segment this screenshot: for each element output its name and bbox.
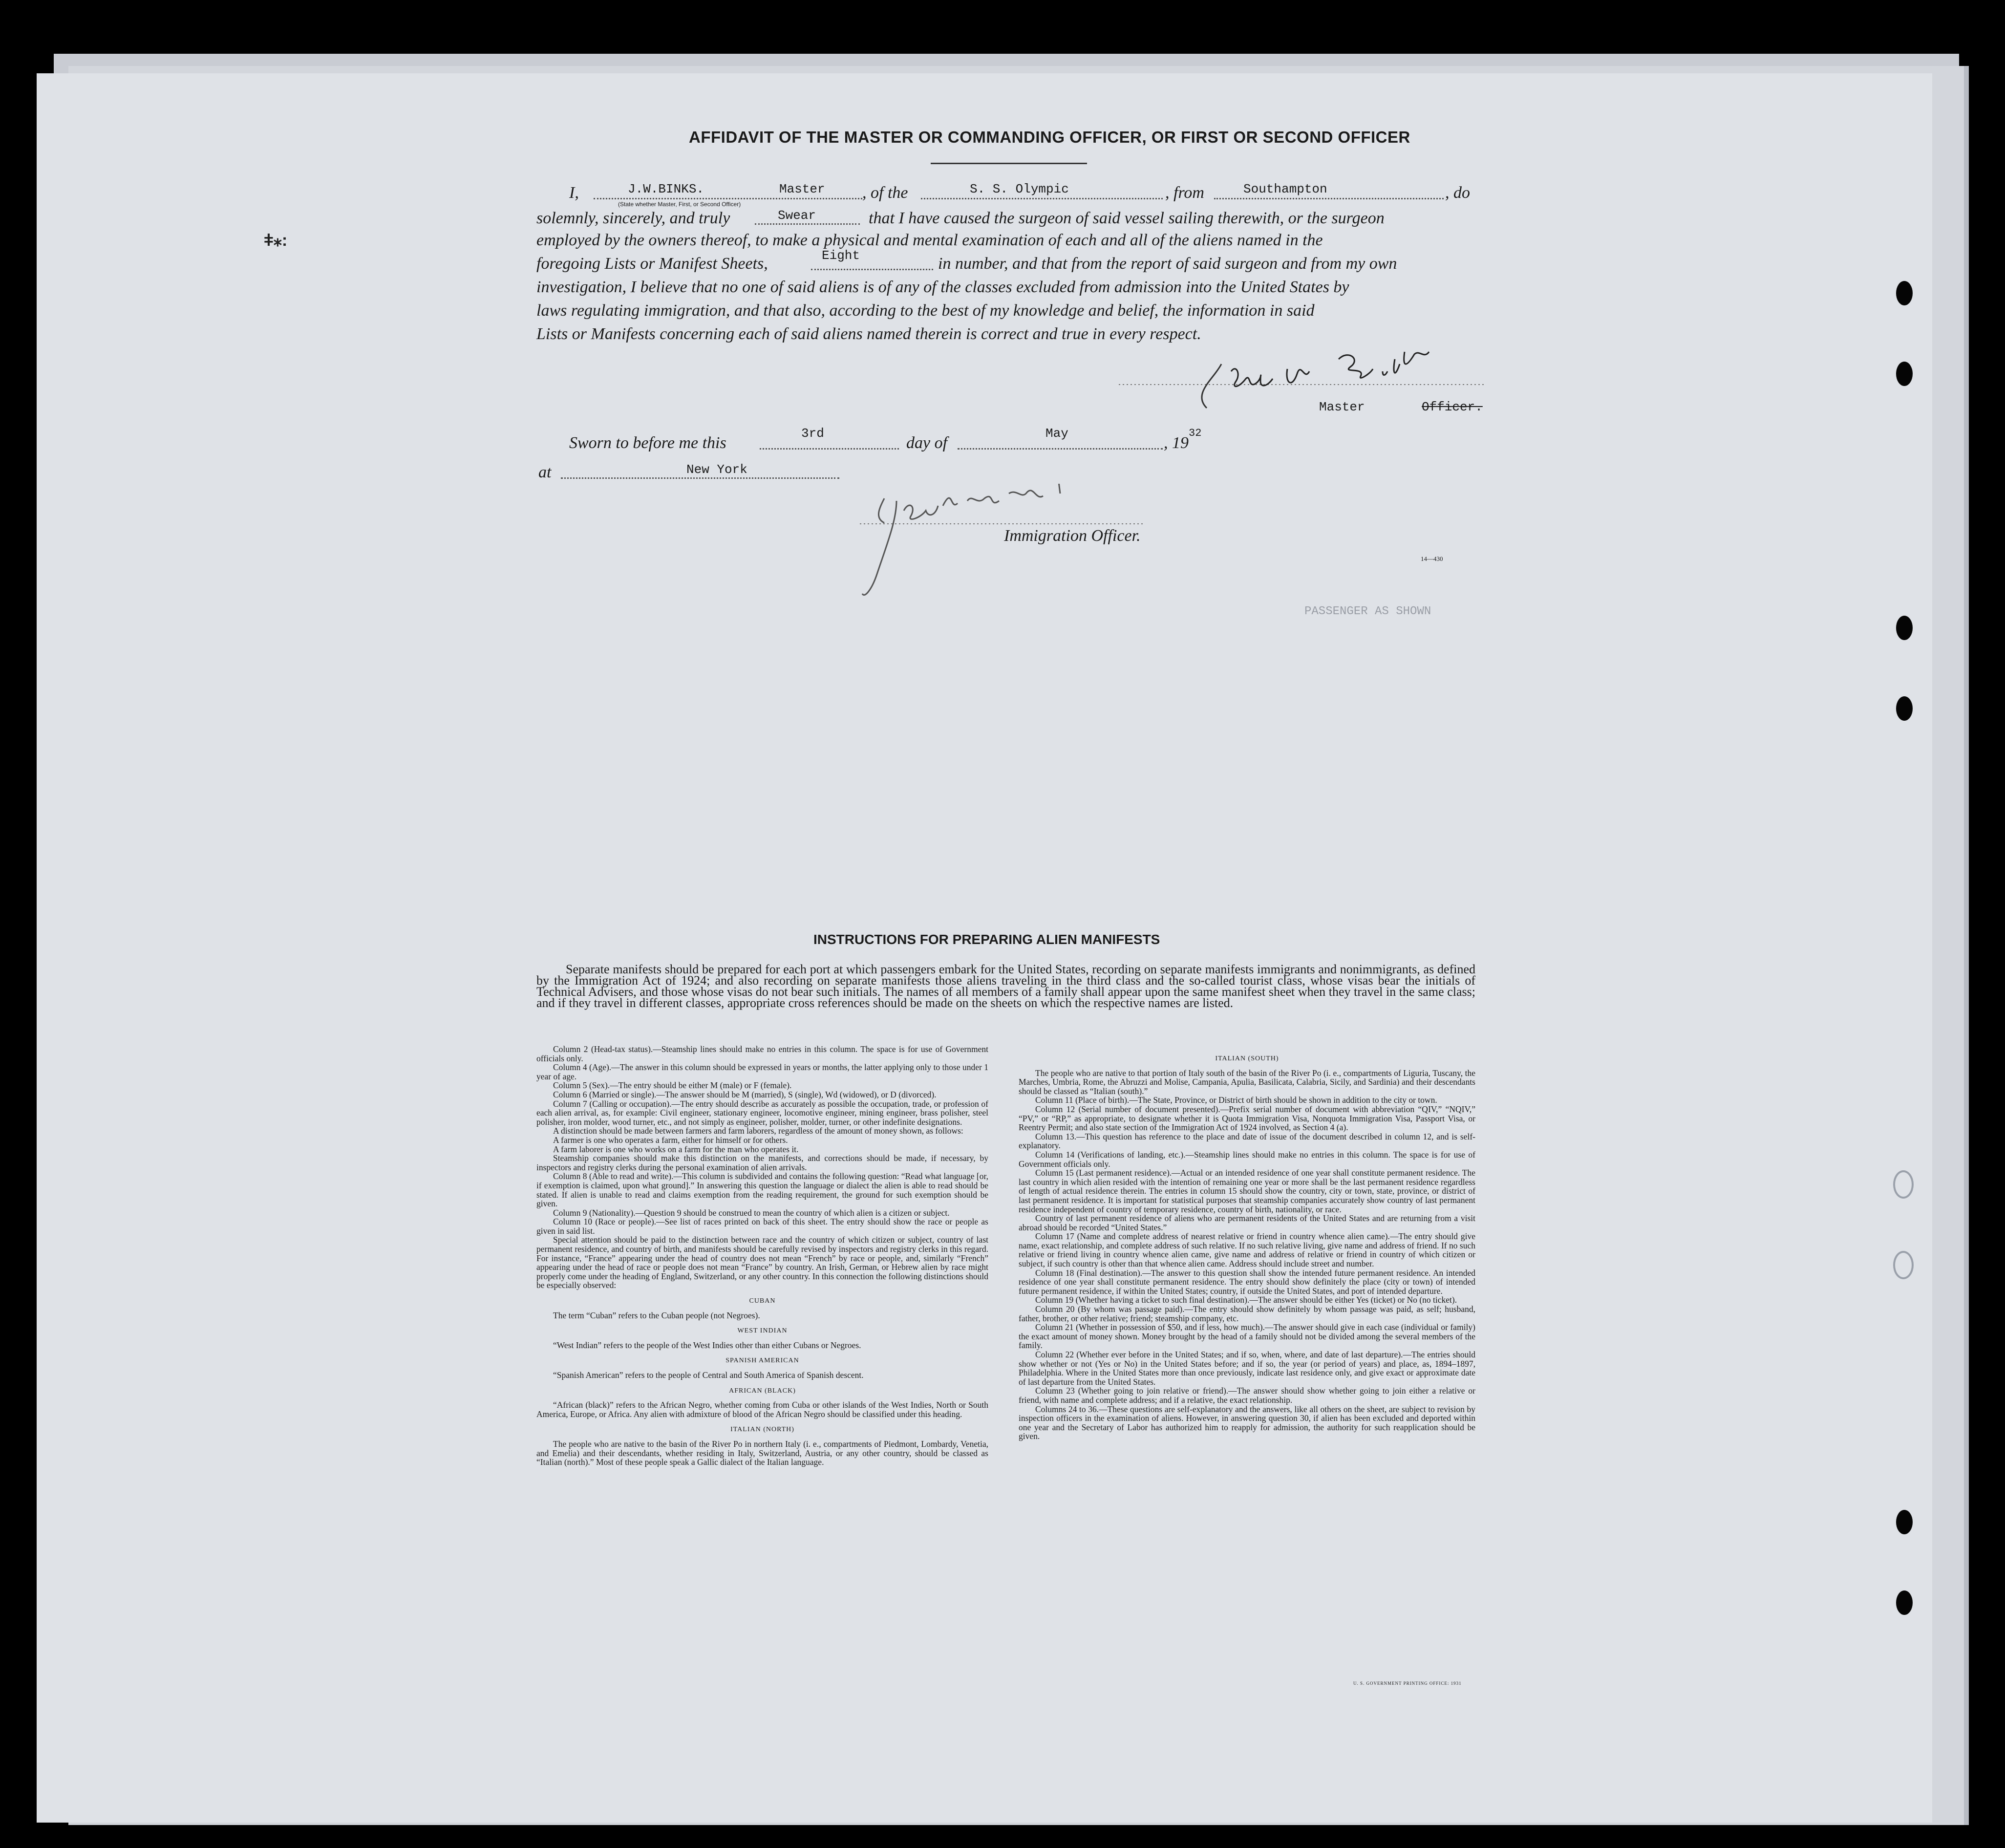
- word-from: , from: [1165, 184, 1204, 202]
- instructions-intro: Separate manifests should be prepared for each port at which passengers embark for the United States, recording on separate manifests immigrants and nonimmigrants, as defined by the Immigration Act of 1924; and also recording on separate manifests those aliens traveling in the third class and the so-called tourist class, whose visas bear the initials of Technical Advisers, and those whose visas do not bear such initials. The names of all members of a family shall appear upon the same manifest sheet when they travel in the same class; and if they travel in different classes, appropriate cross references should be made on the sheets on which the respective names are listed.: [536, 962, 1475, 1010]
- instruction-paragraph: Column 9 (Nationality).—Question 9 should be construed to mean the country of which alien is a citizen or subject.: [553, 1207, 950, 1218]
- instruction-paragraph: Column 10 (Race or people).—See list of races printed on back of this sheet. The entry should show the race or people as given in said list.: [536, 1217, 988, 1236]
- instructions-left-column: [536, 1045, 988, 1467]
- name-line: [594, 198, 862, 199]
- instruction-paragraph: Column 18 (Final destination).—The answer to this question shall show the intended future permanent residence. An intended residence of one year shall constitute permanent residence. The entry should show definitely the place (city or town) of intended future permanent residence, if within the United States; country, if outside the United States, and port of intended departure.: [1019, 1268, 1475, 1296]
- affidavit-text: Lists or Manifests concerning each of said aliens named therein is correct and true in every respect.: [536, 325, 1201, 343]
- instruction-paragraph: Column 2 (Head-tax status).—Steamship lines should make no entries in this column. The space is for use of Government officials only.: [536, 1044, 988, 1063]
- instruction-paragraph: Column 11 (Place of birth).—The State, Province, or District of birth should be shown in addition to the city or town.: [1035, 1095, 1437, 1105]
- punch-hole: [1896, 1510, 1913, 1534]
- instruction-paragraph: Column 14 (Verifications of landing, etc.).—Steamship lines should make no entries in this column. The space is for use of Government officials only.: [1019, 1149, 1475, 1169]
- affidavit-text: laws regulating immigration, and that also, according to the best of my knowledge and belief, the information in said: [536, 301, 1315, 320]
- master-name: J.W.BINKS.: [628, 182, 704, 196]
- instruction-paragraph: Column 4 (Age).—The answer in this column should be expressed in years or months, the latter applying only to those under 1 year of age.: [536, 1062, 988, 1081]
- vessel-line: [921, 198, 1163, 199]
- instruction-paragraph: Special attention should be paid to the distinction between race and the country of which citizen or subject, country of last permanent residence, and country of birth, and manifests should be carefully revised by inspectors and registry clerks in this regard. For instance, “France” appearing under the head of country does not mean “French” by race or people, and, similarly “French” appearing under the head of race or people does not mean “France” by country. An Irish, German, or Hebrew alien by race might properly come under the heading of England, Switzerland, or any other country. In this connection the following distinctions should be especially observed:: [536, 1235, 988, 1290]
- affidavit-text: employed by the owners thereof, to make a physical and mental examination of each and all of the aliens named in the: [536, 231, 1323, 249]
- faded-stamp: PASSENGER AS SHOWN: [1304, 605, 1431, 618]
- section-heading: WEST INDIAN: [737, 1327, 788, 1335]
- instructions-right-column: [1019, 1048, 1475, 1441]
- sworn-year: 32: [1189, 427, 1202, 439]
- section-heading: AFRICAN (BLACK): [729, 1387, 796, 1395]
- sworn-month: May: [1045, 426, 1068, 441]
- punch-hole: [1896, 362, 1913, 386]
- section-heading: ITALIAN (NORTH): [730, 1426, 794, 1434]
- printer-imprint: U. S. GOVERNMENT PRINTING OFFICE: 1931: [1353, 1681, 1462, 1686]
- instruction-paragraph: Column 20 (By whom was passage paid).—The entry should show definitely by whom passage was paid, as self; husband, father, brother, or other relative; friend; steamship company, etc.: [1019, 1304, 1475, 1323]
- instruction-paragraph: Country of last permanent residence of aliens who are permanent residents of the United States and are returning from a visit abroad should be recorded “United States.”: [1019, 1213, 1475, 1232]
- signer-title: Master: [1319, 400, 1365, 414]
- instruction-paragraph: Columns 24 to 36.—These questions are self-explanatory and the answers, like all others on the sheet, are subject to revision by inspection officers in the examination of aliens. However, in answering question 30, if alien has been excluded and deported within one year and the Secretary of Labor has authorized him to reapply for admission, the authority for such reapplication should be given.: [1019, 1404, 1475, 1441]
- punch-hole: [1896, 696, 1913, 721]
- sworn-text: Sworn to before me this: [569, 434, 726, 452]
- instruction-paragraph: The people who are native to that portion of Italy south of the basin of the River Po (i. e., compartments of Liguria, Tuscany, the Marches, Umbria, Rome, the Abruzzi and Molise, Campania, Apulia, Basilicata, Calabria, Sicily, and Sardinia) and their descendants should be classed as “Italian (south).”: [1019, 1068, 1475, 1096]
- punch-hole: [1896, 281, 1913, 305]
- instruction-paragraph: A farm laborer is one who works on a farm for the man who operates it.: [553, 1144, 799, 1154]
- sheet-count: Eight: [822, 248, 860, 263]
- affidavit-text: investigation, I believe that no one of said aliens is of any of the classes excluded from admission into the United States by: [536, 278, 1349, 296]
- port-line: [1214, 198, 1444, 199]
- day-line: [760, 448, 899, 450]
- word-do: , do: [1445, 184, 1470, 202]
- instruction-paragraph: A distinction should be made between farmers and farm laborers, regardless of the amount of money shown, as follows:: [553, 1126, 963, 1136]
- rank-value: Master: [779, 182, 825, 196]
- sworn-text: day of: [906, 434, 948, 452]
- at-label: at: [538, 463, 552, 481]
- instruction-paragraph: Column 6 (Married or single).—The answer should be M (married), S (single), Wd (widowed), or D (divorced).: [553, 1089, 937, 1099]
- affidavit-text: foregoing Lists or Manifest Sheets,: [536, 255, 768, 273]
- instruction-paragraph: Column 21 (Whether in possession of $50, and if less, how much).—The answer should give in each case (individual or family) the exact amount of money shown. Money brought by the head of a family should not be divided among the several members of the family.: [1019, 1322, 1475, 1351]
- instruction-paragraph: Column 19 (Whether having a ticket to such final destination).—The answer should be either Yes (ticket) or No (no ticket).: [1035, 1295, 1457, 1305]
- month-line: [958, 448, 1163, 450]
- instruction-paragraph: “Spanish American” refers to the people of Central and South America of Spanish descent.: [553, 1370, 864, 1380]
- instruction-paragraph: Column 12 (Serial number of document presented).—Prefix serial number of document with abbreviation “QIV,” “NQIV,” “PV,” or “RP,” as appropriate, to designate whether it is Quota Immigration Visa, Nonquota Immigration Visa, Passport Visa, or Reentry Permit; and also state section of the Immigration Act of 1924 involved, as Section 4 (a).: [1019, 1104, 1475, 1133]
- instruction-paragraph: The people who are native to the basin of the River Po in northern Italy (i. e., compartments of Piedmont, Lombardy, Venetia, and Emelia) and their descendants, whether residing in Italy, Switzerland, Austria, or any other country, should be classed as “Italian (north).” Most of these people speak a Gallic dialect of the Italian language.: [536, 1439, 988, 1467]
- instruction-paragraph: “African (black)” refers to the African Negro, whether coming from Cuba or other islands of the West Indies, North or South America, Europe, or Africa. Any alien with admixture of blood of the African Negro should be classified under this heading.: [536, 1400, 988, 1419]
- instruction-paragraph: Column 15 (Last permanent residence).—Actual or an intended residence of one year shall constitute permanent residence. The last country in which alien resided with the intention of remaining one year or more shall be the last permanent residence regardless of length of actual residence therein. The entries in column 15 should show the country, city or town, state, province, or district of last permanent residence. It is important for statistical purposes that steamship companies accurately show country of last permanent residence independent of country of temporary residence, country of birth, nationality, or race.: [1019, 1168, 1475, 1214]
- instruction-paragraph: The term “Cuban” refers to the Cuban people (not Negroes).: [553, 1310, 760, 1320]
- section-heading: CUBAN: [749, 1297, 776, 1305]
- sworn-place: New York: [686, 462, 747, 477]
- rank-note: (State whether Master, First, or Second Officer): [618, 201, 741, 208]
- instruction-paragraph: Column 17 (Name and complete address of nearest relative or friend in country whence alien came).—The entry should give name, exact relationship, and complete address of such relative. If no such relative living, give name and address of friend. If no such relative or friend living in country whence alien came, give name and address of relative or friend in country of which citizen or subject, if such country is other than that whence alien came. Address should include street and number.: [1019, 1231, 1475, 1269]
- departure-port: Southampton: [1243, 182, 1327, 196]
- instruction-paragraph: Column 7 (Calling or occupation).—The entry should describe as accurately as possible the occupation, trade, or profession of each alien arrival, as, for example: Civil engineer, stationary engineer, locomotive engineer, mining engineer, brass polisher, steel polisher, iron molder, wood turner, etc., and not simply as engineer, polisher, molder, turner, or other indefinite designations.: [536, 1098, 988, 1127]
- punch-hole: [1893, 1251, 1914, 1279]
- title-rule: [931, 163, 1087, 164]
- word-of-the: , of the: [862, 184, 908, 202]
- signer-title-struck: Officer.: [1422, 400, 1483, 414]
- sheets-line: [811, 269, 933, 270]
- oath-value: Swear: [778, 208, 816, 223]
- affidavit-title: AFFIDAVIT OF THE MASTER OR COMMANDING OFFICER, OR FIRST OR SECOND OFFICER: [689, 128, 1410, 146]
- sworn-day: 3rd: [801, 426, 824, 441]
- affidavit-text: in number, and that from the report of said surgeon and from my own: [938, 255, 1397, 273]
- punch-hole: [1893, 1170, 1914, 1199]
- section-heading: SPANISH AMERICAN: [725, 1357, 799, 1365]
- instruction-paragraph: “West Indian” refers to the people of the West Indies other than either Cubans or Negroes.: [553, 1340, 861, 1350]
- instruction-paragraph: Column 22 (Whether ever before in the United States; and if so, when, where, and date of last departure).—The entries should show whether or not (Yes or No) in the United States before; and if so, the year (or period of years) and place, as, 1894–1897, Philadelphia. Where in the United States more than once previously, indicate last residence only, and give exact or approximate date of last departure from the United States.: [1019, 1350, 1475, 1387]
- instruction-paragraph: Column 23 (Whether going to join relative or friend).—The answer should show whether going to join either a relative or friend, with name and complete address; and if a relative, the exact relationship.: [1019, 1386, 1475, 1405]
- instruction-paragraph: Column 5 (Sex).—The entry should be either M (male) or F (female).: [553, 1080, 792, 1091]
- punch-hole: [1896, 616, 1913, 640]
- punch-hole: [1896, 1590, 1913, 1615]
- instruction-paragraph: Steamship companies should make this distinction on the manifests, and corrections should be made, if necessary, by inspectors and registry clerks during the personal examination of alien arrivals.: [536, 1153, 988, 1172]
- affidavit-text: that I have caused the surgeon of said vessel sailing therewith, or the surgeon: [869, 209, 1385, 227]
- instruction-paragraph: A farmer is one who operates a farm, either for himself or for others.: [553, 1135, 788, 1145]
- word-i: I,: [569, 184, 579, 202]
- section-heading: ITALIAN (SOUTH): [1215, 1055, 1279, 1062]
- place-line: [561, 477, 839, 479]
- instruction-paragraph: Column 13.—This question has reference to the place and date of issue of the document described in column 12, and is self-explanatory.: [1019, 1131, 1475, 1151]
- vessel-name: S. S. Olympic: [970, 182, 1069, 196]
- immigration-officer-label: Immigration Officer.: [1004, 527, 1141, 545]
- instruction-paragraph: Column 8 (Able to read and write).—This column is subdivided and contains the following question: “Read what language [or, if exemption is claimed, upon what ground].” In answering this question the language or dialect the alien is able to read should be stated. If alien is unable to read and claims exemption from the reading requirement, the ground for such exemption should be given.: [536, 1171, 988, 1209]
- margin-mark: ǂ⁎:: [264, 231, 288, 250]
- sworn-text: , 19: [1164, 434, 1189, 452]
- form-number: 14—430: [1421, 555, 1443, 562]
- instructions-title: INSTRUCTIONS FOR PREPARING ALIEN MANIFESTS: [813, 932, 1160, 947]
- affidavit-text: solemnly, sincerely, and truly: [536, 209, 730, 227]
- oath-line: [755, 223, 860, 225]
